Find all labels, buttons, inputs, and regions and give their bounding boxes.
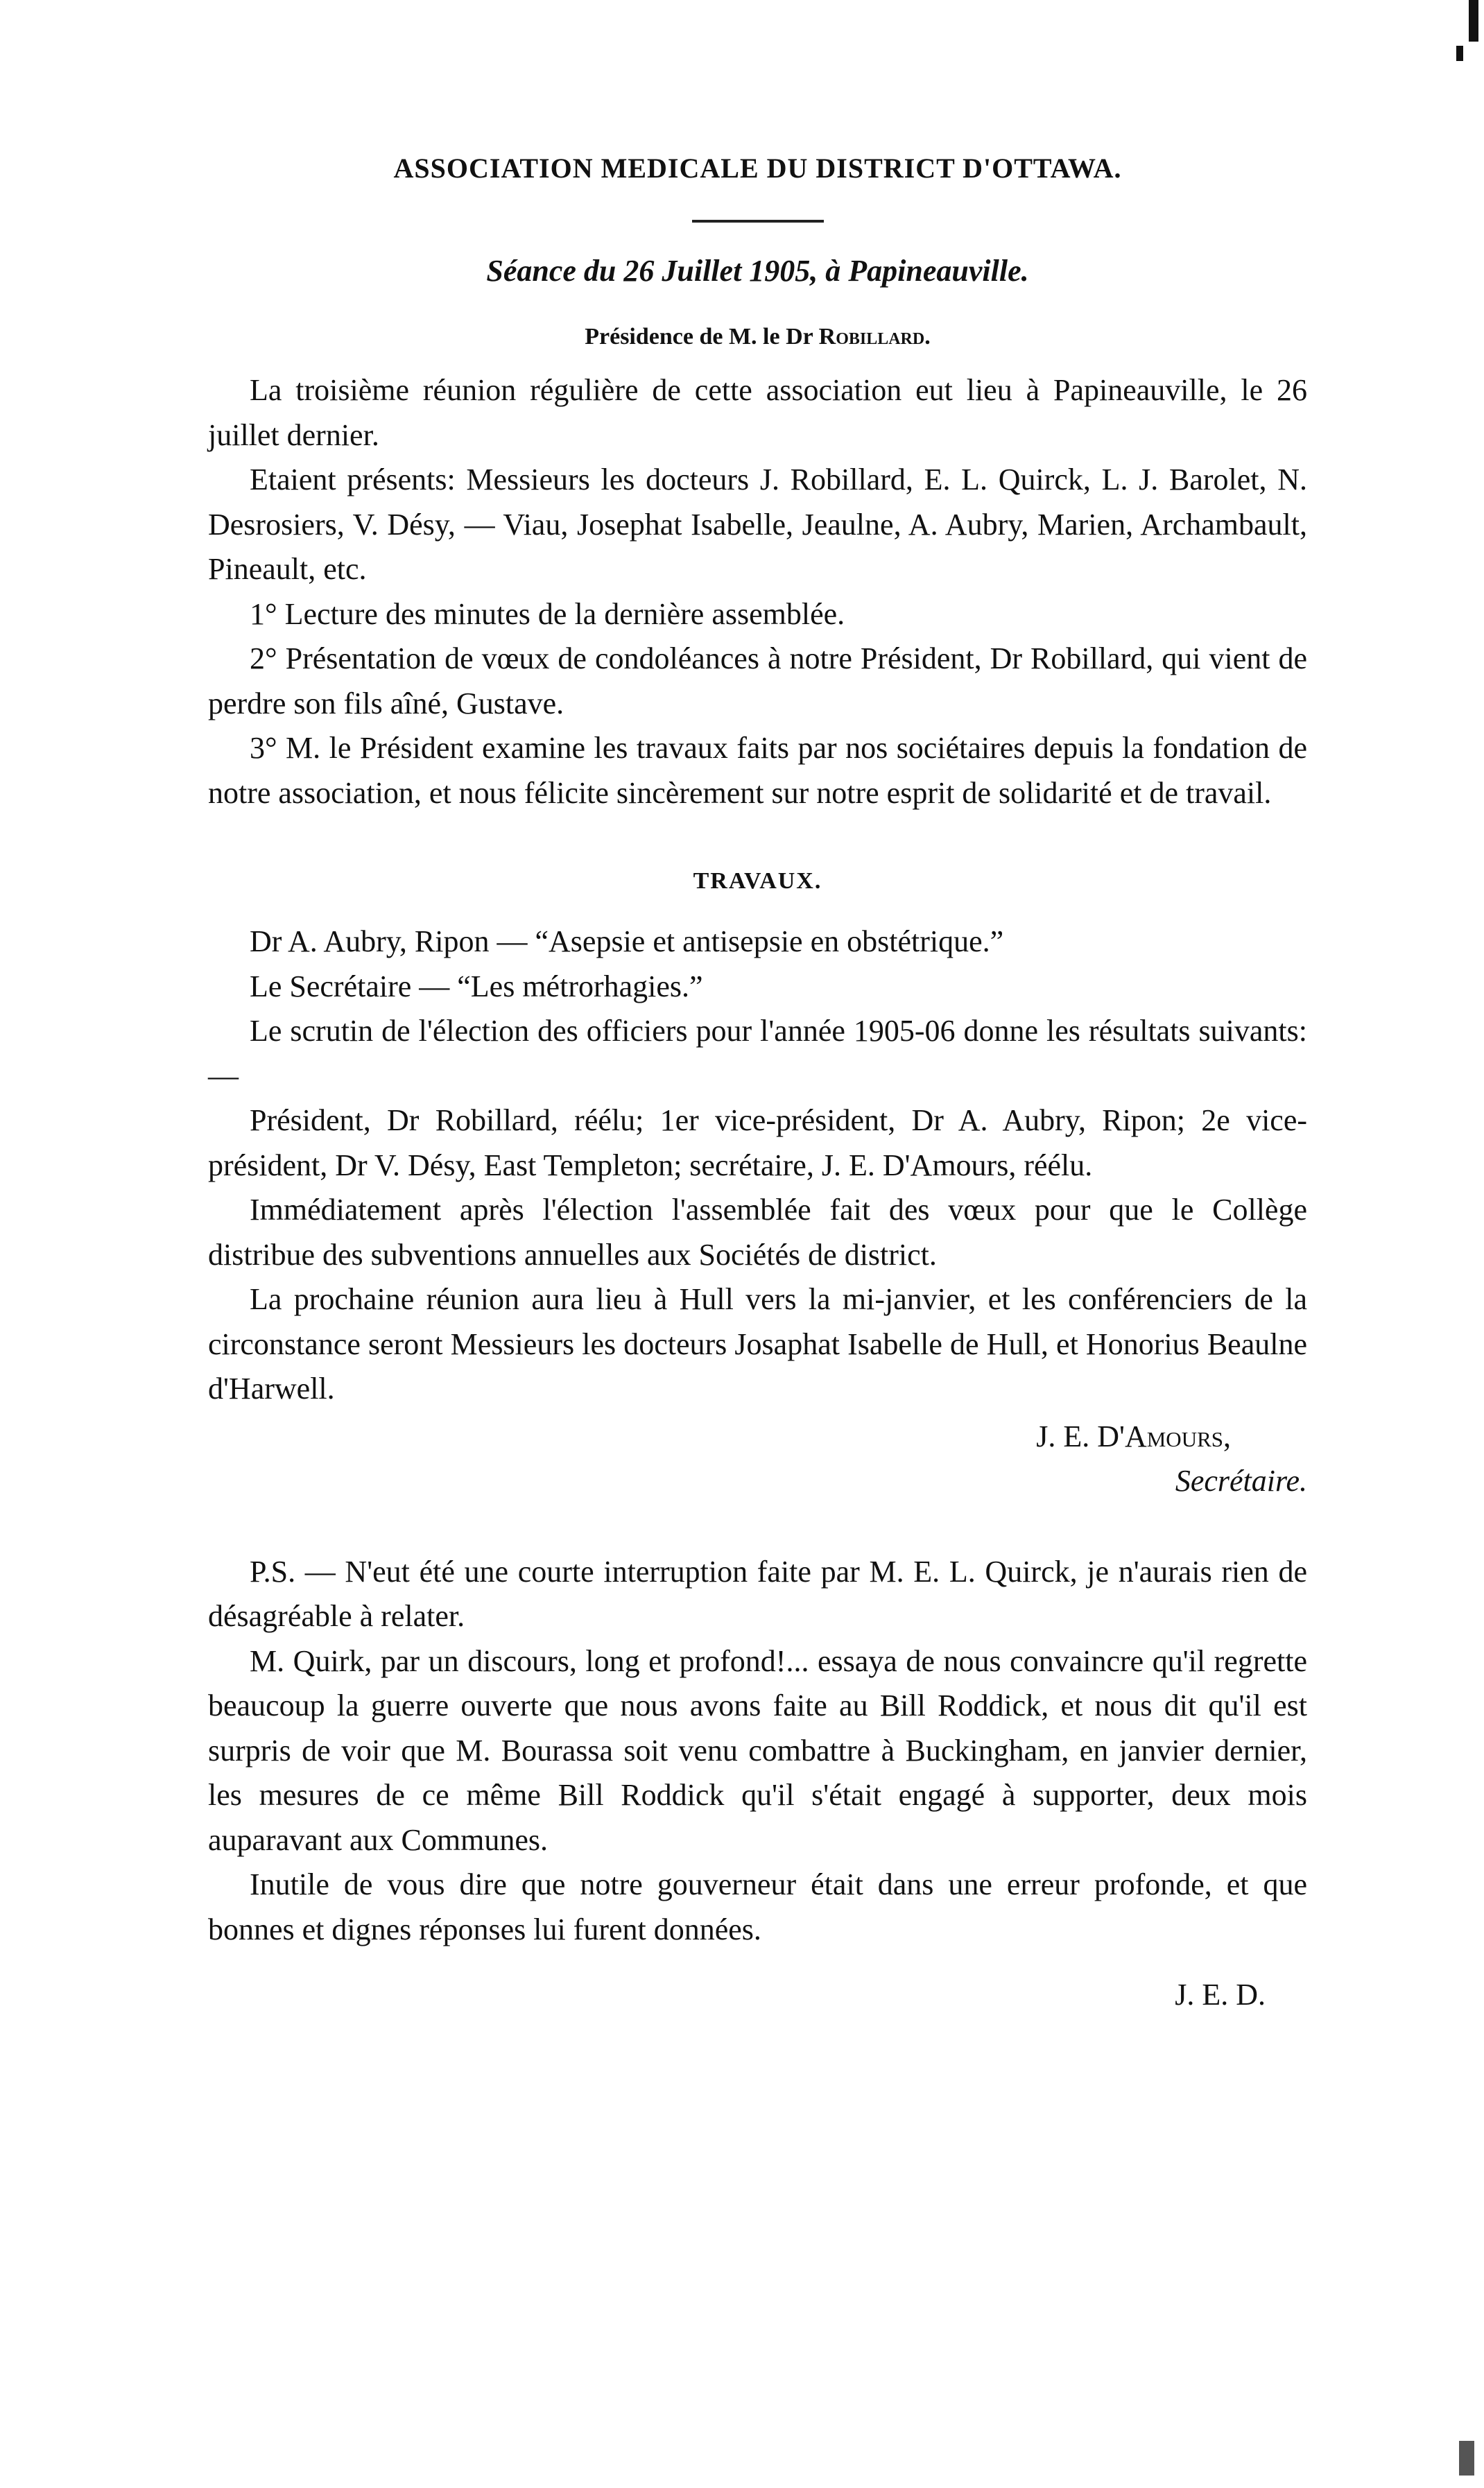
presidency-line xyxy=(208,320,1307,354)
postscript-section xyxy=(208,1550,1307,1953)
presidency-name: Robillard. xyxy=(818,324,931,349)
article-column xyxy=(208,149,1307,2018)
scan-edge-mark-bottom xyxy=(1459,2441,1474,2476)
secretary-signature xyxy=(208,1415,1307,1504)
travaux-paragraph: Dr A. Aubry, Ripon — “Asepsie et antisepsie en obstétrique.” xyxy=(250,924,1004,958)
travaux-paragraph: Immédiatement après l'élection l'assemblée fait des vœux pour que le Collège distribue des subventions annuelles aux Sociétés de district. xyxy=(208,1193,1307,1272)
heading-divider xyxy=(692,220,824,223)
postscript-paragraph: Inutile de vous dire que notre gouverneur était dans une erreur profonde, et que bonnes et dignes réponses lui furent données. xyxy=(208,1867,1307,1946)
article-heading: ASSOCIATION MEDICALE DU DISTRICT D'OTTAWA. xyxy=(393,153,1122,184)
postscript-paragraph: M. Quirk, par un discours, long et profond!... essaya de nous convaincre qu'il regrette beaucoup la guerre ouverte que nous avons faite au Bill Roddick, et nous dit qu'il est surpris de voir que M. Bourassa soit venu combattre à Buckingham, en janvier dernier, les mesures de ce même Bill Roddick qu'il s'était engagé à supporter, deux mois auparavant aux Communes. xyxy=(208,1643,1307,1857)
intro-paragraph: Etaient présents: Messieurs les docteurs J. Robillard, E. L. Quirck, L. J. Barolet, N. Desrosiers, V. Désy, — Viau, Josephat Isabelle, Jeaulne, A. Aubry, Marien, Archambault, Pineault, etc. xyxy=(208,463,1307,586)
intro-paragraph: 2° Présentation de vœux de condoléances à notre Président, Dr Robillard, qui vient de perdre son fils aîné, Gustave. xyxy=(208,641,1307,720)
presidency-prefix: Présidence de M. le Dr xyxy=(585,324,819,349)
intro-section xyxy=(208,368,1307,815)
scan-edge-mark-top xyxy=(1469,0,1478,42)
travaux-paragraph: Le Secrétaire — “Les métrorhagies.” xyxy=(250,969,703,1003)
travaux-paragraph: La prochaine réunion aura lieu à Hull vers la mi-janvier, et les conférenciers de la circonstance seront Messieurs les docteurs Josaphat Isabelle de Hull, et Honorius Beaulne d'Harwell. xyxy=(208,1282,1307,1406)
travaux-paragraph: Président, Dr Robillard, réélu; 1er vice-président, Dr A. Aubry, Ripon; 2e vice-président, Dr V. Désy, East Templeton; secrétaire, J. E. D'Amours, réélu. xyxy=(208,1103,1307,1182)
intro-paragraph: 3° M. le Président examine les travaux faits par nos sociétaires depuis la fondation de notre association, et nous félicite sincèrement sur notre esprit de solidarité et de travail. xyxy=(208,731,1307,810)
travaux-section xyxy=(208,919,1307,1412)
intro-paragraph: La troisième réunion régulière de cette association eut lieu à Papineauville, le 26 juillet dernier. xyxy=(208,373,1307,452)
travaux-title: TRAVAUX. xyxy=(693,868,822,894)
session-subtitle: Séance du 26 Juillet 1905, à Papineauville. xyxy=(486,254,1029,288)
travaux-paragraph: Le scrutin de l'élection des officiers pour l'année 1905-06 donne les résultats suivants:— xyxy=(208,1014,1307,1093)
intro-paragraph: 1° Lecture des minutes de la dernière assemblée. xyxy=(250,596,845,631)
signature-role: Secrétaire. xyxy=(1175,1464,1307,1498)
postscript-initials: J. E. D. xyxy=(1175,1978,1266,2012)
scan-edge-mark-upper xyxy=(1456,46,1463,61)
postscript-paragraph: P.S. — N'eut été une courte interruption faite par M. E. L. Quirck, je n'aurais rien de désagréable à relater. xyxy=(208,1554,1307,1633)
signature-name: J. E. D'Amours, xyxy=(1036,1419,1231,1453)
